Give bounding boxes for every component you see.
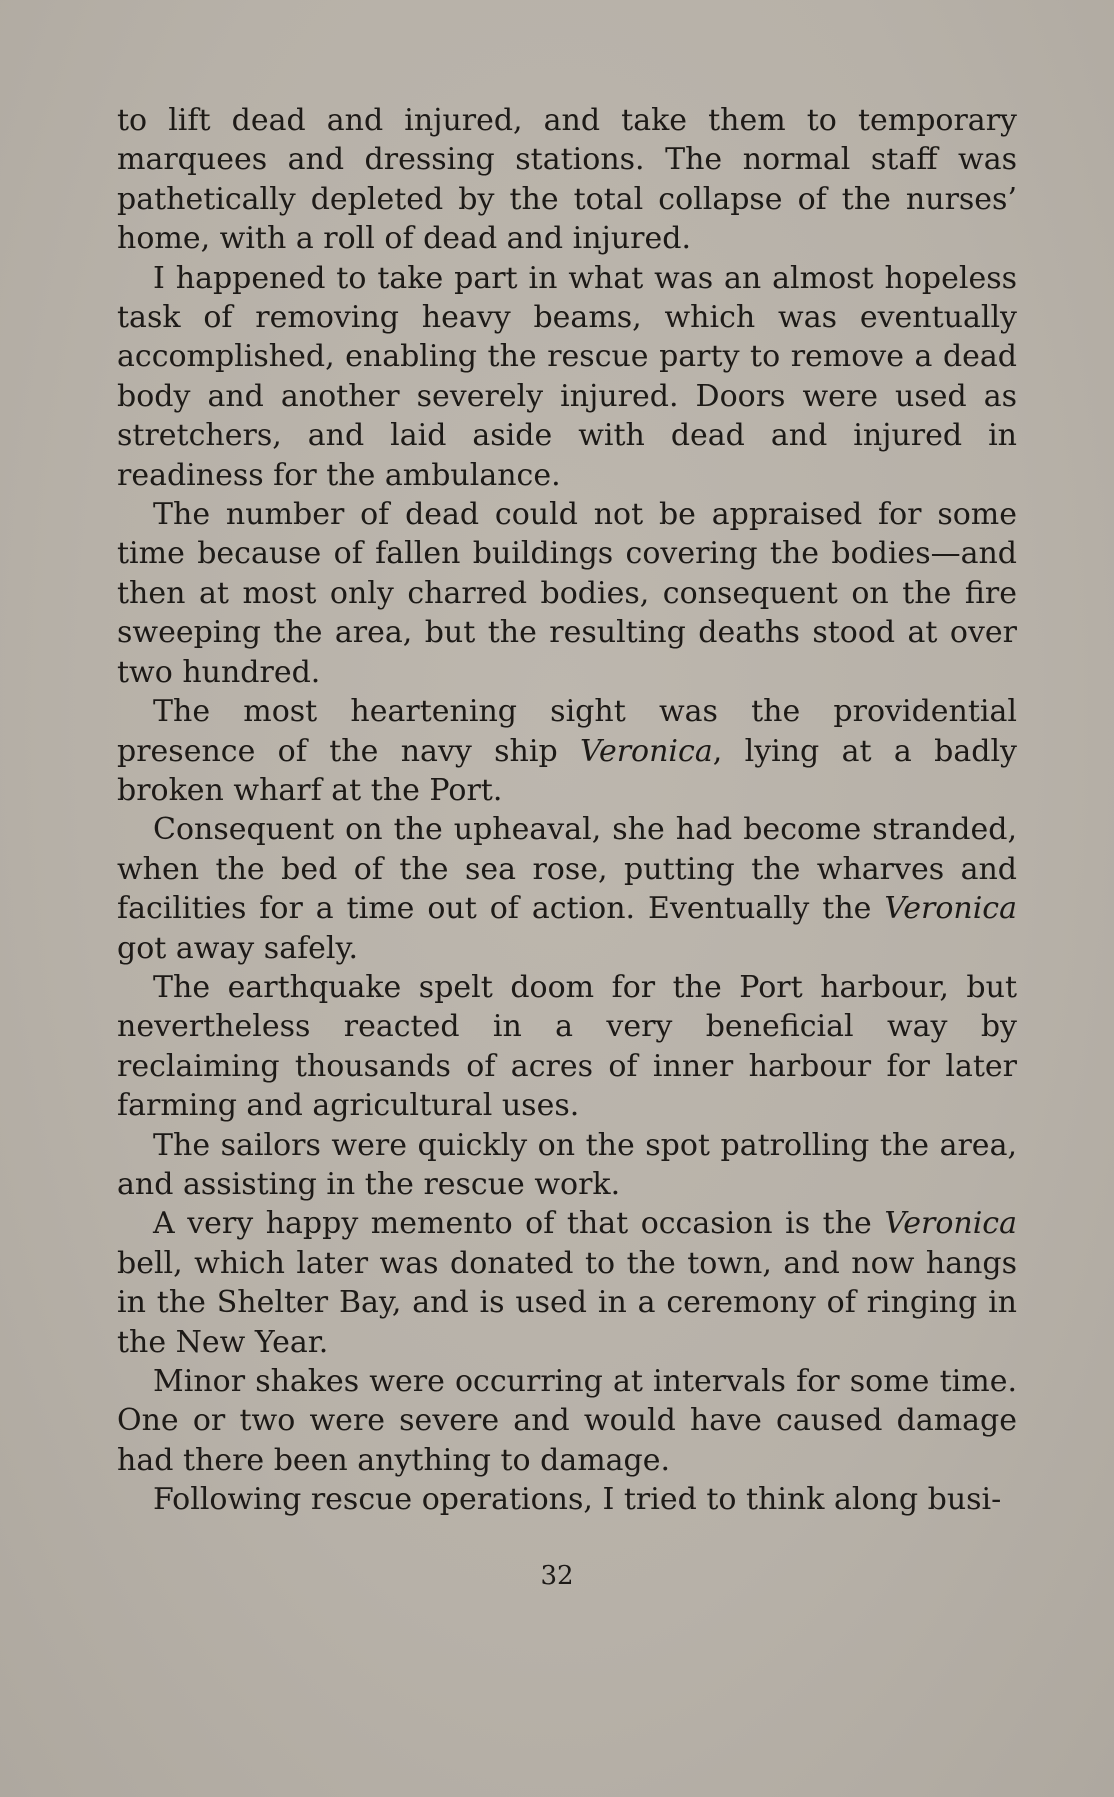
paragraph-5-text-a: Consequent on the upheaval, she had become stranded, when the bed of the sea rose, putting the wharves and facilities for a time out of action. Eventually the <box>117 812 1017 927</box>
paragraph-9-text: Minor shakes were occurring at intervals for some time. One or two were severe and would have caused damage had there been anything to damage. <box>117 1364 1017 1478</box>
paragraph-1 <box>117 101 1017 259</box>
paragraph-2 <box>117 259 1017 495</box>
paragraph-8-text-b: bell, which later was donated to the town, and now hangs in the Shelter Bay, and is used in a ceremony of ringing in the New Year. <box>117 1245 1017 1360</box>
paragraph-10-text: Following rescue operations, I tried to think along busi- <box>153 1482 1002 1518</box>
paragraph-3 <box>117 495 1017 692</box>
paragraph-8 <box>117 1204 1017 1362</box>
paragraph-5 <box>117 810 1017 968</box>
ship-name-italic: Veronica <box>580 733 713 769</box>
paragraph-6-text: The earthquake spelt doom for the Port harbour, but nevertheless reacted in a very beneficial way by reclaiming thousands of acres of inner harbour for later farming and agricultural uses. <box>117 969 1017 1124</box>
paragraph-2-text: I happened to take part in what was an almost hopeless task of removing heavy beams, which was eventually accomplished, enabling the rescue party to remove a dead body and another severely injured. Doors were used as stretchers, and laid aside with dead and injured in readiness for the ambulance. <box>117 260 1017 493</box>
page-number: 32 <box>540 1561 574 1591</box>
paragraph-9 <box>117 1362 1017 1480</box>
paragraph-4 <box>117 692 1017 810</box>
paragraph-1-text: to lift dead and injured, and take them to temporary marquees and dressing stations. The normal staff was pathetically depleted by the total collapse of the nurses’ home, with a roll of dead and injured. <box>117 103 1017 257</box>
ship-name-italic: Veronica <box>884 891 1017 927</box>
paragraph-3-text: The number of dead could not be appraised for some time because of fallen buildings covering the bodies—and then at most only charred bodies, consequent on the fire sweeping the area, but the resulting deaths stood at over two hundred. <box>117 497 1017 690</box>
paragraph-5-text-b: got away safely. <box>117 930 359 966</box>
paragraph-7 <box>117 1126 1017 1205</box>
paragraph-10 <box>117 1480 1017 1519</box>
body-text <box>117 101 1017 1520</box>
paragraph-6 <box>117 968 1017 1126</box>
paragraph-4-text-b: , lying at a badly broken wharf at the Port. <box>117 733 1017 808</box>
paragraph-8-text-a: A very happy memento of that occasion is the <box>153 1206 885 1242</box>
paragraph-4-text-a: The most heartening sight was the providential presence of the navy ship <box>117 694 1017 769</box>
paragraph-7-text: The sailors were quickly on the spot patrolling the area, and assisting in the rescue work. <box>117 1127 1017 1202</box>
ship-name-italic: Veronica <box>884 1206 1017 1242</box>
